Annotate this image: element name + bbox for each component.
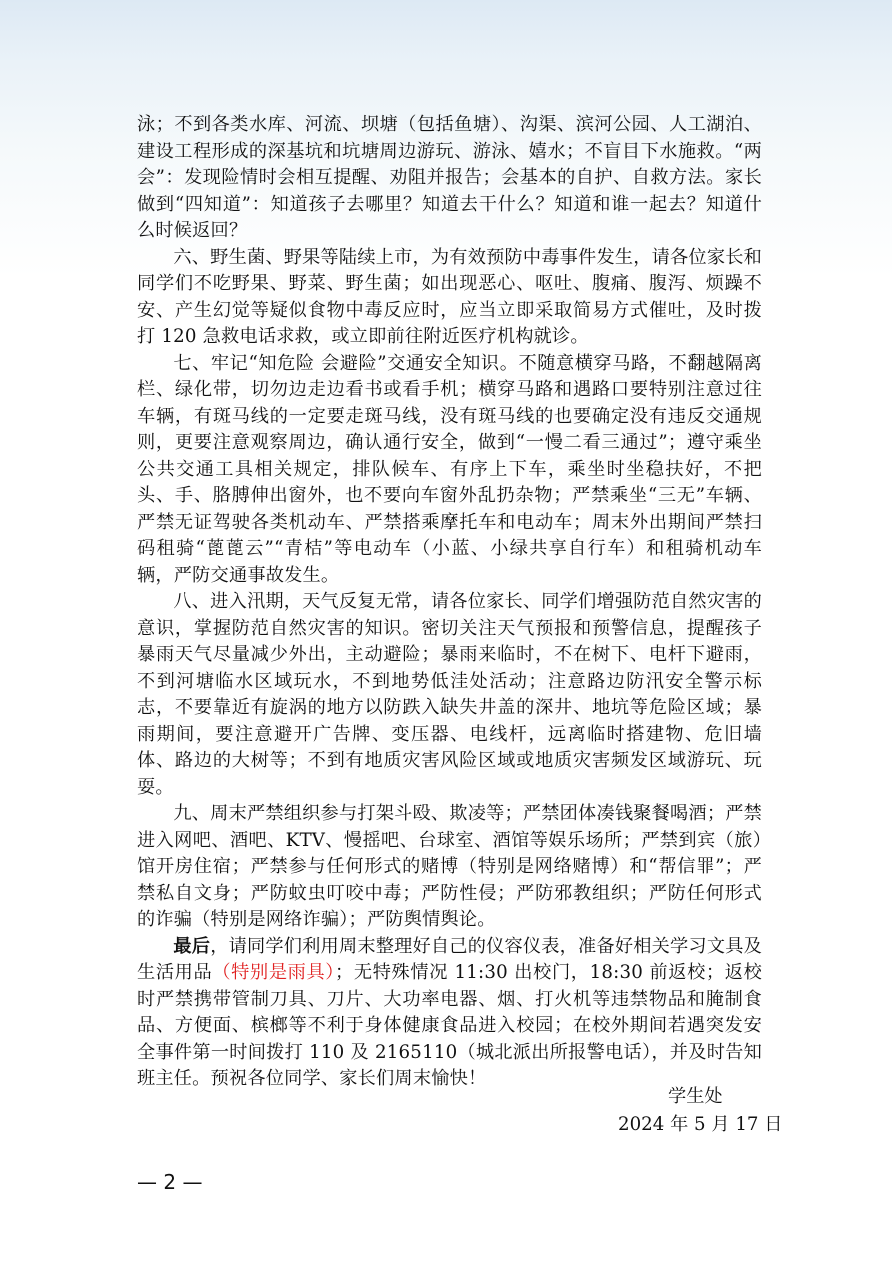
final-text-b: ；无特殊情况 11:30 出校门，18:30 前返校；返校时严禁携带管制刀具、刀片、大功率电器、烟、打火机等违禁物品和腌制食品、方便面、槟榔等不利于身体健康食品进入校园；在校外期间若遇突发安全事件第一时间拨打 110 及 2165110（城北派出所报警电话），并及时告知班主任。预祝各位同学、家长们周末愉快！ (137, 962, 762, 1089)
rain-gear-highlight: （特别是雨具） (212, 962, 336, 983)
page-number: — 2 — (137, 1170, 203, 1194)
signature-department: 学生处 (668, 1086, 723, 1107)
final-label: 最后 (173, 935, 211, 957)
paragraph-food-poisoning: 六、野生菌、野果等陆续上市，为有效预防中毒事件发生，请各位家长和同学们不吃野果、野菜、野生菌；如出现恶心、呕吐、腹痛、腹泻、烦躁不安、产生幻觉等疑似食物中毒反应时，应当立即采取简易方式催吐，及时拨打 120 急救电话求救，或立即前往附近医疗机构就诊。 (137, 246, 762, 347)
paragraph-final-reminder (137, 934, 762, 1093)
paragraph-traffic-safety: 七、牢记“知危险 会避险”交通安全知识。不随意横穿马路，不翻越隔离栏、绿化带，切勿边走边看书或看手机；横穿马路和遇路口要特别注意过往车辆，有斑马线的一定要走斑马线，没有斑马线的也要确定没有违反交通规则，更要注意观察周边，确认通行安全，做到“一慢二看三通过”；遵守乘坐公共交通工具相关规定，排队候车、有序上下车，乘坐时坐稳扶好，不把头、手、胳膊伸出窗外，也不要向车窗外乱扔杂物；严禁乘坐“三无”车辆、严禁无证驾驶各类机动车、严禁搭乘摩托车和电动车；周末外出期间严禁扫码租骑“蓖蓖云”“青桔”等电动车（小蓝、小绿共享自行车）和租骑机动车辆，严防交通事故发生。 (137, 352, 762, 586)
signature-date: 2024 年 5 月 17 日 (618, 1114, 783, 1135)
paragraph-swimming-safety: 泳；不到各类水库、河流、坝塘（包括鱼塘）、沟渠、滨河公园、人工湖泊、建设工程形成的深基坑和坑塘周边游玩、游泳、嬉水；不盲目下水施救。“两会”：发现险情时会相互提醒、劝阻并报告；会基本的自护、自救方法。家长做到“四知道”：知道孩子去哪里？知道去干什么？知道和谁一起去？知道什么时候返回？ (137, 114, 762, 241)
final-text-a: ，请同学们利用周末整理好自己的仪容仪表，准备好相关学习文具及生活用品 (137, 935, 762, 983)
document-body (137, 112, 762, 1093)
paragraph-weekend-prohibitions: 九、周末严禁组织参与打架斗殴、欺凌等；严禁团体凑钱聚餐喝酒；严禁进入网吧、酒吧、KTV、慢摇吧、台球室、酒馆等娱乐场所；严禁到宾（旅）馆开房住宿；严禁参与任何形式的赌博（特别是网络赌博）和“帮信罪”；严禁私自文身；严防蚊虫叮咬中毒；严防性侵；严防邪教组织；严防任何形式的诈骗（特别是网络诈骗）；严防舆情舆论。 (137, 803, 762, 930)
paragraph-flood-season: 八、进入汛期，天气反复无常，请各位家长、同学们增强防范自然灾害的意识，掌握防范自然灾害的知识。密切关注天气预报和预警信息，提醒孩子暴雨天气尽量减少外出，主动避险；暴雨来临时，不在树下、电杆下避雨，不到河塘临水区域玩水，不到地势低洼处活动；注意路边防汛安全警示标志，不要靠近有旋涡的地方以防跌入缺失井盖的深井、地坑等危险区域；暴雨期间，要注意避开广告牌、变压器、电线杆，远离临时搭建物、危旧墙体、路边的大树等；不到有地质灾害风险区域或地质灾害频发区域游玩、玩耍。 (137, 591, 762, 798)
